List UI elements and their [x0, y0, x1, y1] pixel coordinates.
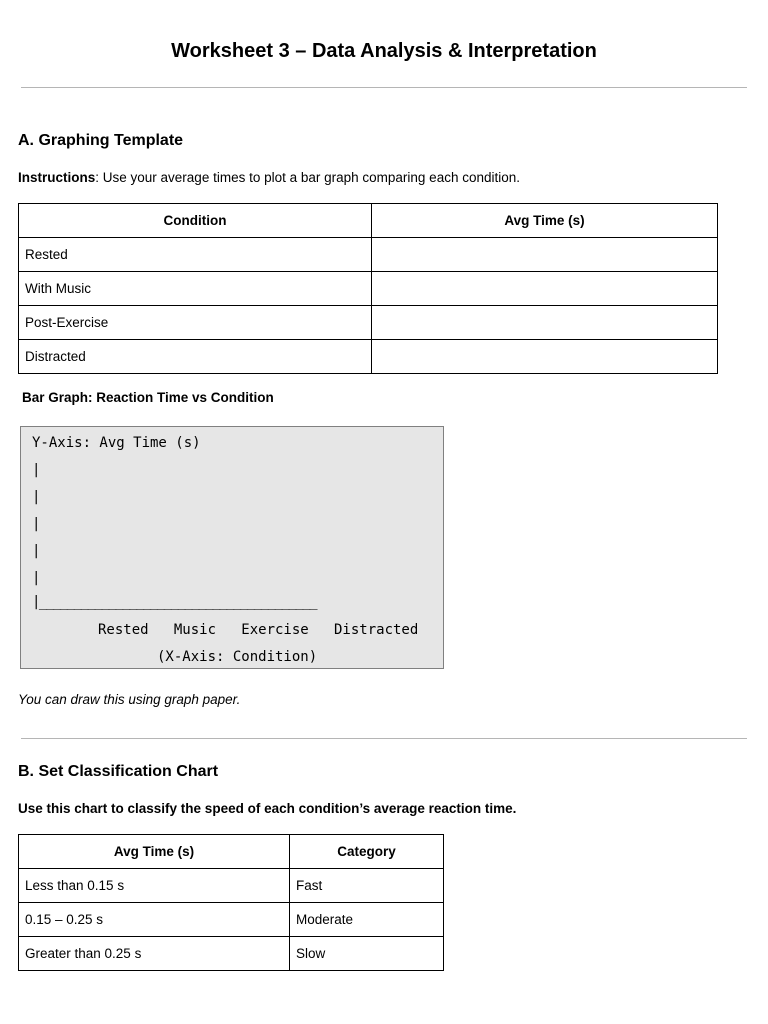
y-axis-line: |	[32, 570, 41, 586]
column-header: Avg Time (s)	[372, 204, 718, 238]
section-b-heading: B. Set Classification Chart	[18, 763, 219, 780]
table-row	[19, 272, 718, 306]
ascii-bar-graph	[20, 426, 444, 669]
avg-time-cell[interactable]	[372, 272, 718, 306]
x-axis-line: |________________________________________	[32, 594, 317, 610]
range-cell: Greater than 0.25 s	[19, 937, 290, 971]
y-axis-label: Y-Axis: Avg Time (s)	[32, 435, 201, 451]
condition-cell: Rested	[19, 238, 372, 272]
avg-time-cell[interactable]	[372, 306, 718, 340]
range-cell: 0.15 – 0.25 s	[19, 903, 290, 937]
section-b-instructions: Use this chart to classify the speed of each condition’s average reaction time.	[18, 801, 517, 816]
classification-table	[18, 834, 444, 971]
range-cell: Less than 0.15 s	[19, 869, 290, 903]
table-row	[19, 903, 444, 937]
table-row	[19, 937, 444, 971]
table-header-row	[19, 204, 718, 238]
column-header: Condition	[19, 204, 372, 238]
y-axis-line: |	[32, 462, 41, 478]
table-header-row	[19, 835, 444, 869]
column-header: Avg Time (s)	[19, 835, 290, 869]
section-a-heading: A. Graphing Template	[18, 132, 184, 149]
table-row	[19, 340, 718, 374]
category-cell: Slow	[290, 937, 444, 971]
condition-cell: With Music	[19, 272, 372, 306]
avg-time-cell[interactable]	[372, 340, 718, 374]
x-axis-categories: Rested Music Exercise Distracted	[98, 622, 419, 638]
category-cell: Moderate	[290, 903, 444, 937]
category-cell: Fast	[290, 869, 444, 903]
y-axis-line: |	[32, 516, 41, 532]
condition-cell: Distracted	[19, 340, 372, 374]
section-a-instructions	[18, 170, 520, 185]
y-axis-line: |	[32, 489, 41, 505]
avg-time-cell[interactable]	[372, 238, 718, 272]
condition-table	[18, 203, 718, 374]
condition-cell: Post-Exercise	[19, 306, 372, 340]
table-row	[19, 238, 718, 272]
y-axis-line: |	[32, 543, 41, 559]
graph-title: Bar Graph: Reaction Time vs Condition	[22, 390, 274, 405]
x-axis-label: (X-Axis: Condition)	[157, 649, 318, 665]
graph-note: You can draw this using graph paper.	[18, 692, 241, 707]
instructions-label: Instructions	[18, 170, 96, 185]
divider	[21, 738, 747, 739]
instructions-text: : Use your average times to plot a bar graph comparing each condition.	[95, 170, 521, 185]
table-row	[19, 869, 444, 903]
divider	[21, 87, 747, 88]
table-row	[19, 306, 718, 340]
page-title: Worksheet 3 – Data Analysis & Interpretation	[171, 40, 597, 62]
column-header: Category	[290, 835, 444, 869]
